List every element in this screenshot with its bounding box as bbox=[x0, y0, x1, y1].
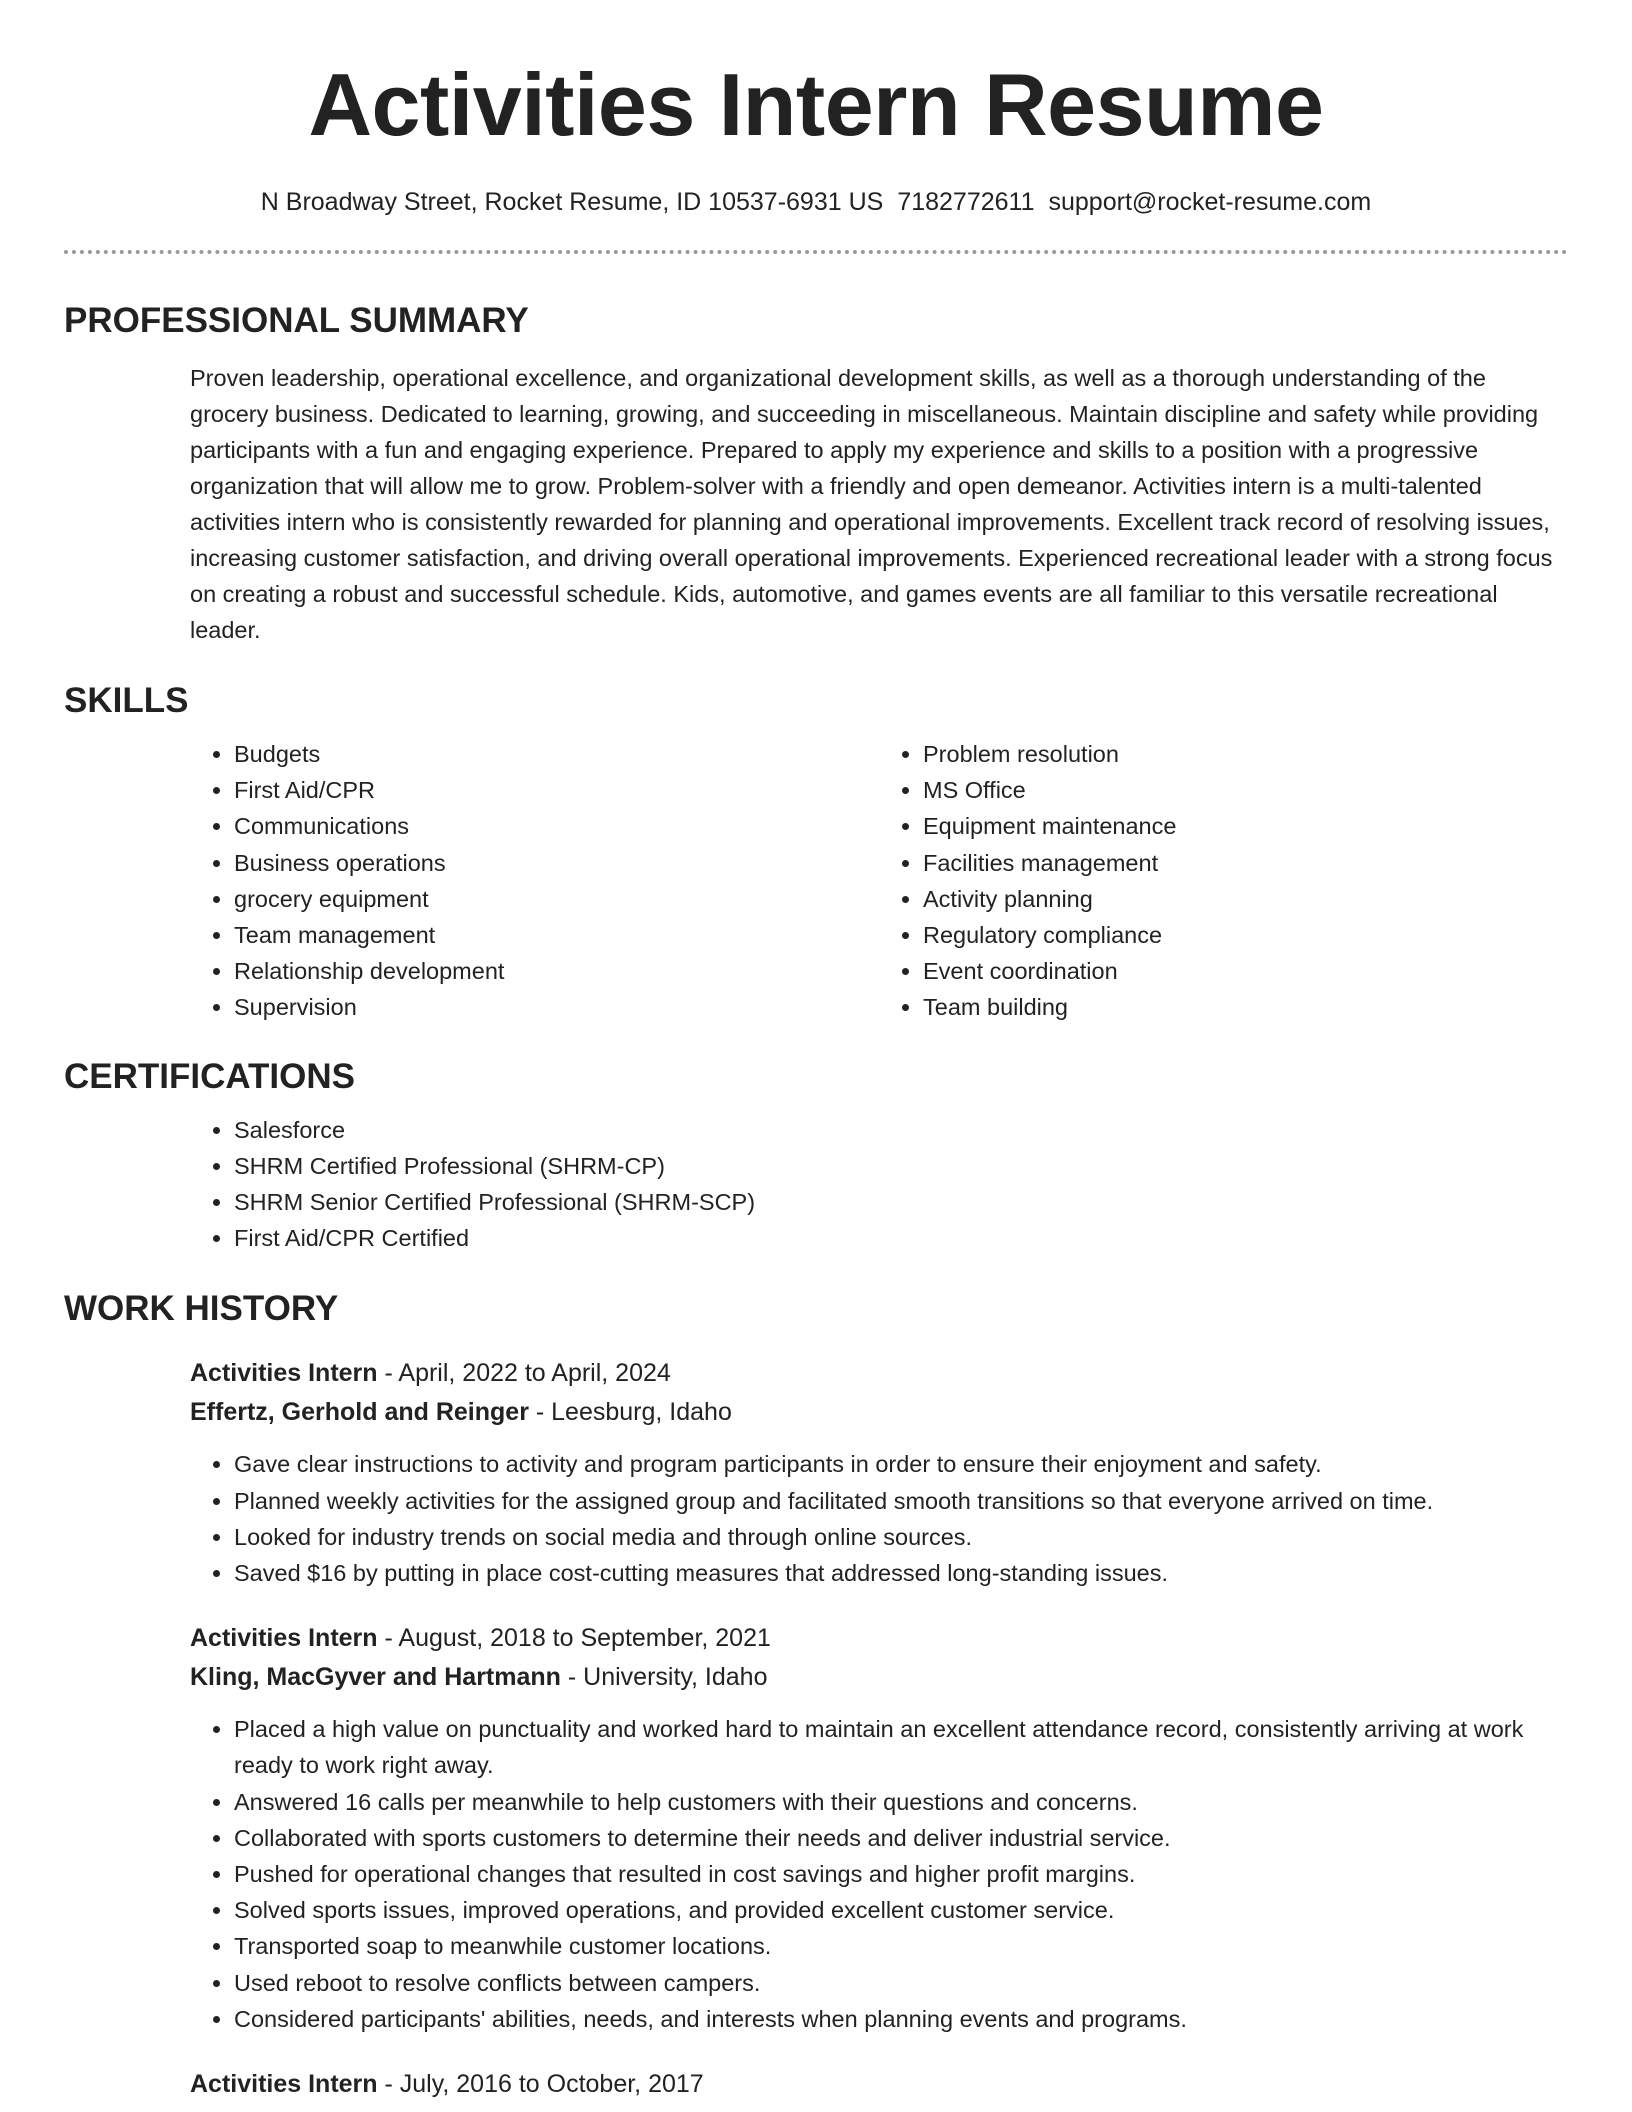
skill-item: • Communications bbox=[234, 808, 879, 844]
job-duty: • Answered 16 calls per meanwhile to help customers with their questions and concerns. bbox=[234, 1784, 1568, 1820]
summary-heading: PROFESSIONAL SUMMARY bbox=[64, 301, 529, 340]
job-duty: • Planned weekly activities for the assigned group and facilitated smooth transitions so that everyone arrived on time. bbox=[234, 1483, 1568, 1519]
job-title-line bbox=[190, 1619, 1568, 1658]
skill-item: • Team management bbox=[234, 917, 879, 953]
skill-item: • Budgets bbox=[234, 736, 879, 772]
job-company-line bbox=[190, 1393, 1568, 1432]
job-dates: - April, 2022 to April, 2024 bbox=[377, 1359, 671, 1388]
job-entry bbox=[190, 2065, 1568, 2104]
job-duty: • Pushed for operational changes that resulted in cost savings and higher profit margins. bbox=[234, 1856, 1568, 1892]
contact-email[interactable]: support@rocket-resume.com bbox=[1048, 188, 1372, 216]
contact-phone: 7182772611 bbox=[897, 188, 1035, 216]
skills-list-left bbox=[190, 736, 879, 1026]
skill-item: • Regulatory compliance bbox=[923, 917, 1568, 953]
contact-address: N Broadway Street, Rocket Resume, ID 10537-6931 US bbox=[260, 188, 884, 216]
certification-item: • First Aid/CPR Certified bbox=[234, 1220, 1568, 1256]
skill-item: • Team building bbox=[923, 989, 1568, 1025]
certification-item: • SHRM Certified Professional (SHRM-CP) bbox=[234, 1148, 1568, 1184]
skills-list-right bbox=[879, 736, 1568, 1026]
job-duty: • Solved sports issues, improved operations, and provided excellent customer service. bbox=[234, 1892, 1568, 1928]
job-title-line bbox=[190, 1354, 1568, 1393]
skills-section bbox=[64, 680, 1568, 1026]
skills-heading: SKILLS bbox=[64, 681, 189, 720]
job-company: Kling, MacGyver and Hartmann bbox=[190, 1663, 561, 1692]
job-location: - University, Idaho bbox=[560, 1663, 768, 1692]
job-company-line bbox=[190, 1658, 1568, 1697]
summary-text: Proven leadership, operational excellence, and organizational development skills, as well as a thorough understanding of the grocery business. Dedicated to learning, growing, and succeeding in miscellaneous. Maintain discipline and safety while providing participants with a fun and engaging experience. Prepared to apply my experience and skills to a position with a progressive organization that will allow me to grow. Problem-solver with a friendly and open demeanor. Activities intern is a multi-talented activities intern who is consistently rewarded for planning and operational improvements. Excellent track record of resolving issues, increasing customer satisfaction, and driving overall operational improvements. Experienced recreational leader with a strong focus on creating a robust and successful schedule. Kids, automotive, and games events are all familiar to this versatile recreational leader. bbox=[190, 365, 1553, 643]
job-duty: • Considered participants' abilities, needs, and interests when planning events and programs. bbox=[234, 2001, 1568, 2037]
skill-item: • Problem resolution bbox=[923, 736, 1568, 772]
job-duty: • Placed a high value on punctuality and worked hard to maintain an excellent attendance record, consistently arriving at work ready to work right away. bbox=[234, 1711, 1568, 1783]
skill-item: • Facilities management bbox=[923, 845, 1568, 881]
skill-item: • Business operations bbox=[234, 845, 879, 881]
resume-title: Activities Intern Resume bbox=[308, 55, 1324, 154]
job-title: Activities Intern bbox=[190, 1359, 378, 1388]
certifications-section bbox=[64, 1056, 1568, 1257]
skill-item: • Event coordination bbox=[923, 953, 1568, 989]
skills-columns bbox=[190, 736, 1568, 1026]
header-divider bbox=[64, 250, 1568, 254]
skill-item: • MS Office bbox=[923, 772, 1568, 808]
certification-item: • SHRM Senior Certified Professional (SHRM-SCP) bbox=[234, 1184, 1568, 1220]
certifications-list bbox=[190, 1112, 1568, 1257]
job-duties-list bbox=[190, 1446, 1568, 1591]
job-location: - Leesburg, Idaho bbox=[528, 1398, 732, 1427]
job-title: Activities Intern bbox=[190, 1624, 378, 1653]
job-duty: • Collaborated with sports customers to determine their needs and deliver industrial service. bbox=[234, 1820, 1568, 1856]
skill-item: • First Aid/CPR bbox=[234, 772, 879, 808]
contact-line bbox=[64, 186, 1568, 218]
job-entry bbox=[190, 1619, 1568, 2037]
skill-item: • Equipment maintenance bbox=[923, 808, 1568, 844]
skill-item: • grocery equipment bbox=[234, 881, 879, 917]
skill-item: • Supervision bbox=[234, 989, 879, 1025]
work-history-section bbox=[64, 1288, 1568, 2104]
job-dates: - August, 2018 to September, 2021 bbox=[377, 1624, 771, 1653]
skill-item: • Activity planning bbox=[923, 881, 1568, 917]
job-company: Effertz, Gerhold and Reinger bbox=[190, 1398, 529, 1427]
summary-section bbox=[64, 300, 1568, 648]
job-dates: - July, 2016 to October, 2017 bbox=[377, 2070, 704, 2099]
certification-item: • Salesforce bbox=[234, 1112, 1568, 1148]
job-title: Activities Intern bbox=[190, 2070, 378, 2099]
job-duty: • Looked for industry trends on social media and through online sources. bbox=[234, 1519, 1568, 1555]
job-title-line bbox=[190, 2065, 1568, 2104]
job-duty: • Used reboot to resolve conflicts between campers. bbox=[234, 1965, 1568, 2001]
job-duty: • Saved $16 by putting in place cost-cutting measures that addressed long-standing issues. bbox=[234, 1555, 1568, 1591]
certifications-heading: CERTIFICATIONS bbox=[64, 1056, 356, 1096]
job-duties-list bbox=[190, 1711, 1568, 2037]
job-duty: • Gave clear instructions to activity and program participants in order to ensure their enjoyment and safety. bbox=[234, 1446, 1568, 1482]
work-history-heading: WORK HISTORY bbox=[64, 1289, 339, 1329]
job-duty: • Transported soap to meanwhile customer locations. bbox=[234, 1928, 1568, 1964]
job-entry bbox=[190, 1354, 1568, 1591]
skill-item: • Relationship development bbox=[234, 953, 879, 989]
